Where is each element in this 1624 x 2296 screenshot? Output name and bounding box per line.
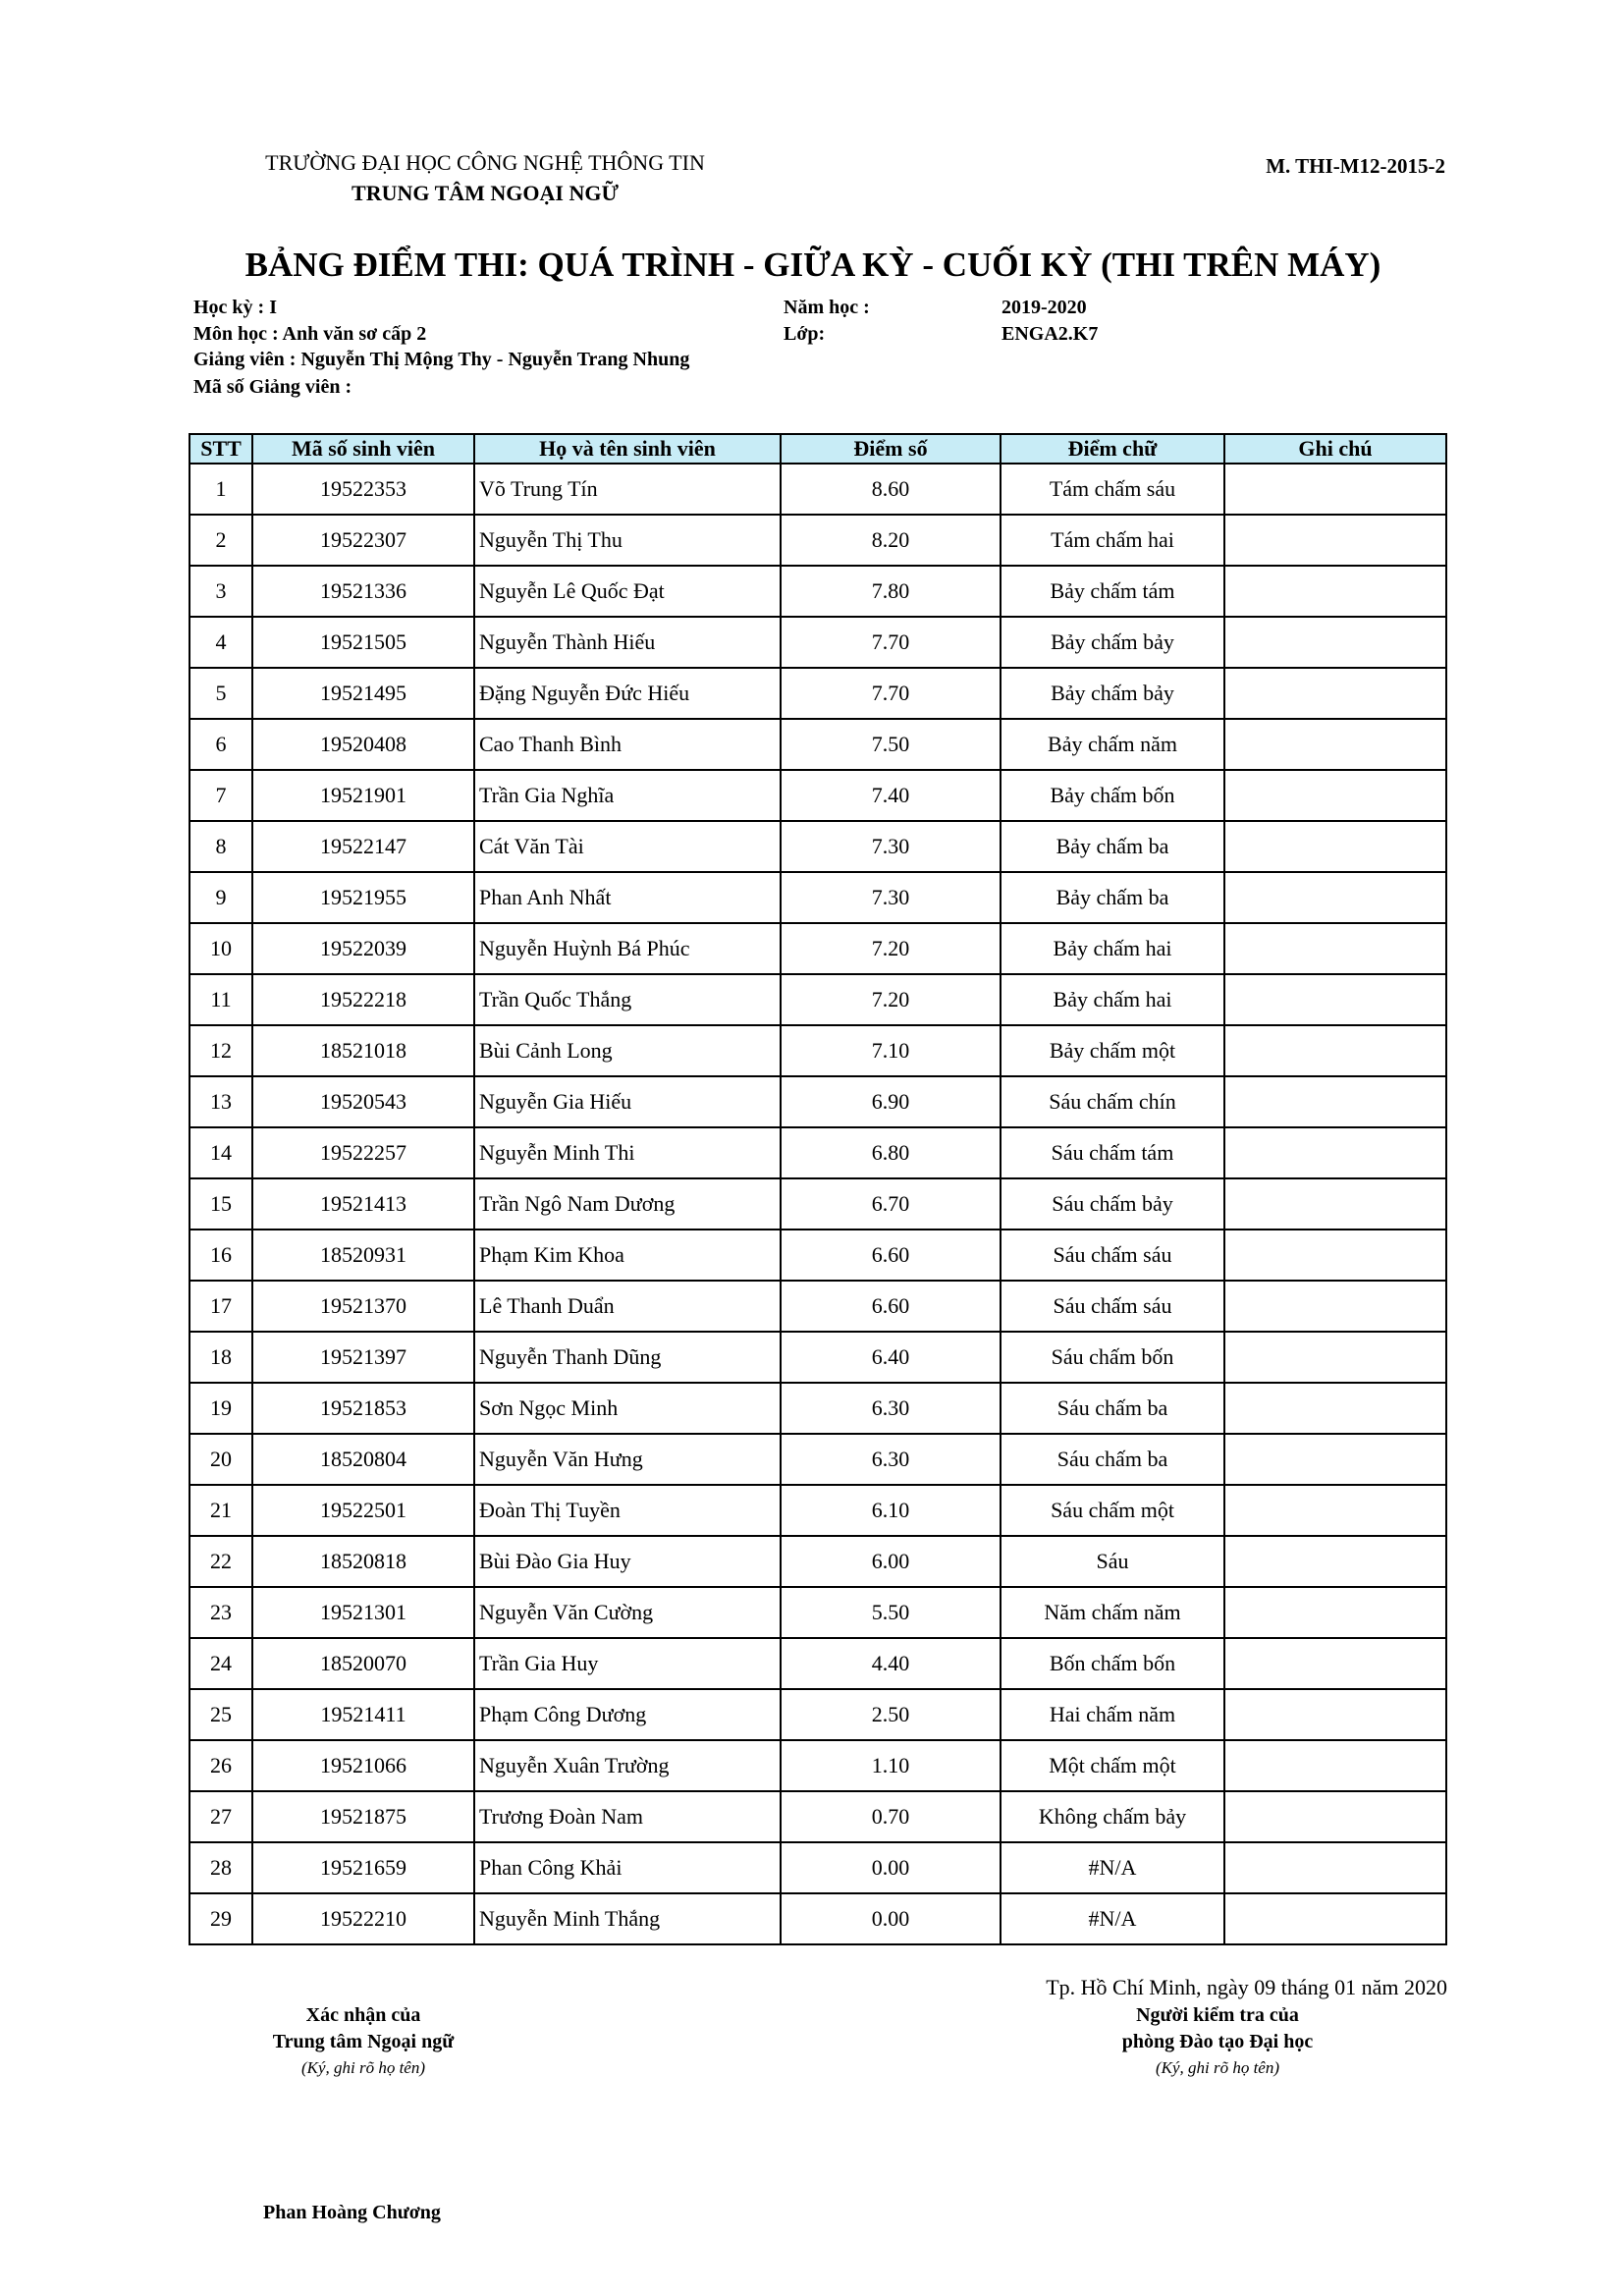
cell-student-id: 19521853: [252, 1383, 474, 1434]
cell-stt: 25: [189, 1689, 252, 1740]
cell-notes: [1224, 821, 1446, 872]
cell-stt: 9: [189, 872, 252, 923]
cell-student-id: 19521411: [252, 1689, 474, 1740]
table-row: [189, 515, 1446, 566]
cell-score-words: Sáu chấm ba: [1001, 1383, 1224, 1434]
cell-notes: [1224, 872, 1446, 923]
cell-student-id: 19522257: [252, 1127, 474, 1178]
cell-score: 6.30: [781, 1434, 1001, 1485]
cell-notes: [1224, 770, 1446, 821]
cell-score: 0.00: [781, 1842, 1001, 1893]
right-signature-title: Người kiểm tra của: [1136, 2004, 1299, 2026]
lecturer-id-label: Mã số Giảng viên :: [193, 376, 352, 398]
cell-stt: 20: [189, 1434, 252, 1485]
cell-stt: 26: [189, 1740, 252, 1791]
cell-score-words: Không chấm bảy: [1001, 1791, 1224, 1842]
cell-student-name: Đặng Nguyễn Đức Hiếu: [474, 668, 781, 719]
table-row: [189, 974, 1446, 1025]
table-row: [189, 1740, 1446, 1791]
cell-notes: [1224, 719, 1446, 770]
cell-score: 4.40: [781, 1638, 1001, 1689]
cell-stt: 22: [189, 1536, 252, 1587]
cell-student-id: 19522307: [252, 515, 474, 566]
cell-student-id: 19521370: [252, 1281, 474, 1332]
cell-student-id: 19520543: [252, 1076, 474, 1127]
cell-student-id: 19521301: [252, 1587, 474, 1638]
cell-score: 0.00: [781, 1893, 1001, 1944]
cell-student-id: 19521066: [252, 1740, 474, 1791]
cell-stt: 14: [189, 1127, 252, 1178]
cell-score: 7.30: [781, 872, 1001, 923]
cell-score-words: Bảy chấm một: [1001, 1025, 1224, 1076]
cell-student-name: Cát Văn Tài: [474, 821, 781, 872]
table-row: [189, 1536, 1446, 1587]
table-row: [189, 1332, 1446, 1383]
left-signer-name: Phan Hoàng Chương: [263, 2202, 441, 2223]
school-year-value: 2019-2020: [1001, 297, 1087, 318]
cell-student-name: Nguyễn Thành Hiếu: [474, 617, 781, 668]
cell-student-name: Trần Gia Nghĩa: [474, 770, 781, 821]
cell-score-words: #N/A: [1001, 1842, 1224, 1893]
cell-score-words: Tám chấm sáu: [1001, 464, 1224, 515]
cell-notes: [1224, 1842, 1446, 1893]
cell-stt: 11: [189, 974, 252, 1025]
cell-score: 7.40: [781, 770, 1001, 821]
cell-student-name: Nguyễn Thị Thu: [474, 515, 781, 566]
table-row: [189, 1178, 1446, 1230]
cell-student-name: Phan Công Khải: [474, 1842, 781, 1893]
cell-score-words: Một chấm một: [1001, 1740, 1224, 1791]
form-code: M. THI-M12-2015-2: [1266, 154, 1445, 178]
left-signature-title: Xác nhận của: [305, 2004, 421, 2026]
cell-score-words: Sáu chấm một: [1001, 1485, 1224, 1536]
cell-student-id: 19521659: [252, 1842, 474, 1893]
cell-student-id: 19521413: [252, 1178, 474, 1230]
cell-student-name: Trần Quốc Thắng: [474, 974, 781, 1025]
cell-student-id: 19520408: [252, 719, 474, 770]
cell-stt: 7: [189, 770, 252, 821]
signing-date: Tp. Hồ Chí Minh, ngày 09 tháng 01 năm 2020: [1046, 1975, 1447, 1999]
cell-score-words: Bảy chấm tám: [1001, 566, 1224, 617]
left-signature-subtitle: Trung tâm Ngoại ngữ: [272, 2031, 455, 2052]
table-row: [189, 617, 1446, 668]
table-row: [189, 821, 1446, 872]
cell-score: 5.50: [781, 1587, 1001, 1638]
cell-score-words: Sáu chấm bảy: [1001, 1178, 1224, 1230]
table-header-row: [189, 434, 1446, 464]
cell-student-name: Võ Trung Tín: [474, 464, 781, 515]
cell-notes: [1224, 1127, 1446, 1178]
cell-score: 7.80: [781, 566, 1001, 617]
cell-stt: 29: [189, 1893, 252, 1944]
header-notes: Ghi chú: [1224, 434, 1446, 464]
table-row: [189, 1638, 1446, 1689]
cell-score-words: Sáu: [1001, 1536, 1224, 1587]
lecturer-label: Giảng viên : Nguyễn Thị Mộng Thy - Nguyễn Trang Nhung: [193, 349, 690, 370]
cell-student-name: Nguyễn Văn Hưng: [474, 1434, 781, 1485]
table-row: [189, 1434, 1446, 1485]
cell-student-id: 18520070: [252, 1638, 474, 1689]
cell-stt: 5: [189, 668, 252, 719]
table-row: [189, 566, 1446, 617]
table-row: [189, 668, 1446, 719]
cell-notes: [1224, 1178, 1446, 1230]
cell-score-words: Sáu chấm ba: [1001, 1434, 1224, 1485]
cell-score: 6.70: [781, 1178, 1001, 1230]
cell-student-id: 19521336: [252, 566, 474, 617]
cell-student-name: Nguyễn Thanh Dũng: [474, 1332, 781, 1383]
cell-score: 6.80: [781, 1127, 1001, 1178]
cell-score: 6.90: [781, 1076, 1001, 1127]
semester-label: Học kỳ : I: [193, 297, 277, 318]
table-row: [189, 1127, 1446, 1178]
cell-score: 6.40: [781, 1332, 1001, 1383]
cell-stt: 21: [189, 1485, 252, 1536]
cell-student-id: 19522501: [252, 1485, 474, 1536]
cell-student-name: Bùi Cảnh Long: [474, 1025, 781, 1076]
cell-score: 6.60: [781, 1281, 1001, 1332]
table-row: [189, 1281, 1446, 1332]
cell-student-id: 19521495: [252, 668, 474, 719]
cell-score: 7.70: [781, 617, 1001, 668]
cell-student-name: Nguyễn Lê Quốc Đạt: [474, 566, 781, 617]
table-row: [189, 1842, 1446, 1893]
grades-table-body: [189, 464, 1446, 1944]
school-year-label: Năm học :: [784, 297, 870, 318]
cell-score: 8.60: [781, 464, 1001, 515]
cell-score: 6.10: [781, 1485, 1001, 1536]
cell-student-name: Nguyễn Gia Hiếu: [474, 1076, 781, 1127]
class-label: Lớp:: [784, 323, 826, 345]
cell-notes: [1224, 515, 1446, 566]
cell-score: 2.50: [781, 1689, 1001, 1740]
cell-student-id: 18520931: [252, 1230, 474, 1281]
table-row: [189, 719, 1446, 770]
cell-score: 7.50: [781, 719, 1001, 770]
cell-notes: [1224, 1536, 1446, 1587]
cell-student-name: Phạm Công Dương: [474, 1689, 781, 1740]
cell-stt: 28: [189, 1842, 252, 1893]
cell-student-name: Nguyễn Văn Cường: [474, 1587, 781, 1638]
cell-notes: [1224, 668, 1446, 719]
cell-student-name: Trần Gia Huy: [474, 1638, 781, 1689]
header-stt: STT: [189, 434, 252, 464]
cell-notes: [1224, 923, 1446, 974]
header-student-name: Họ và tên sinh viên: [474, 434, 781, 464]
cell-student-id: 19521505: [252, 617, 474, 668]
cell-student-id: 19522039: [252, 923, 474, 974]
page-title: BẢNG ĐIỂM THI: QUÁ TRÌNH - GIỮA KỲ - CUỐI KỲ (THI TRÊN MÁY): [244, 246, 1381, 284]
cell-score: 7.20: [781, 923, 1001, 974]
cell-stt: 8: [189, 821, 252, 872]
left-signature-note: (Ký, ghi rõ họ tên): [300, 2058, 426, 2077]
cell-student-id: 19522353: [252, 464, 474, 515]
cell-student-name: Nguyễn Minh Thắng: [474, 1893, 781, 1944]
cell-stt: 12: [189, 1025, 252, 1076]
cell-score-words: Bảy chấm bảy: [1001, 617, 1224, 668]
right-signature-subtitle: phòng Đào tạo Đại học: [1121, 2031, 1314, 2052]
cell-score-words: Bảy chấm bốn: [1001, 770, 1224, 821]
cell-notes: [1224, 1740, 1446, 1791]
cell-score: 8.20: [781, 515, 1001, 566]
cell-student-name: Đoàn Thị Tuyền: [474, 1485, 781, 1536]
cell-score-words: Bảy chấm năm: [1001, 719, 1224, 770]
cell-student-id: 19522210: [252, 1893, 474, 1944]
cell-score-words: Bảy chấm bảy: [1001, 668, 1224, 719]
header-student-id: Mã số sinh viên: [252, 434, 474, 464]
cell-student-id: 18520804: [252, 1434, 474, 1485]
university-name: TRƯỜNG ĐẠI HỌC CÔNG NGHỆ THÔNG TIN: [265, 150, 705, 175]
cell-student-name: Phan Anh Nhất: [474, 872, 781, 923]
cell-notes: [1224, 1791, 1446, 1842]
cell-score: 0.70: [781, 1791, 1001, 1842]
cell-score-words: Sáu chấm chín: [1001, 1076, 1224, 1127]
cell-student-id: 19521875: [252, 1791, 474, 1842]
cell-score-words: Năm chấm năm: [1001, 1587, 1224, 1638]
cell-stt: 1: [189, 464, 252, 515]
table-row: [189, 1025, 1446, 1076]
right-signature-note: (Ký, ghi rõ họ tên): [1155, 2058, 1280, 2077]
cell-score-words: Sáu chấm sáu: [1001, 1230, 1224, 1281]
cell-notes: [1224, 1025, 1446, 1076]
table-row: [189, 1893, 1446, 1944]
cell-student-id: 19521901: [252, 770, 474, 821]
cell-stt: 23: [189, 1587, 252, 1638]
cell-stt: 10: [189, 923, 252, 974]
cell-score-words: Sáu chấm tám: [1001, 1127, 1224, 1178]
cell-stt: 24: [189, 1638, 252, 1689]
cell-score: 7.20: [781, 974, 1001, 1025]
table-row: [189, 1485, 1446, 1536]
cell-score: 7.30: [781, 821, 1001, 872]
cell-score-words: Bảy chấm hai: [1001, 974, 1224, 1025]
table-row: [189, 1230, 1446, 1281]
table-row: [189, 770, 1446, 821]
cell-notes: [1224, 1076, 1446, 1127]
cell-notes: [1224, 1281, 1446, 1332]
header-score: Điểm số: [781, 434, 1001, 464]
cell-score-words: Bảy chấm ba: [1001, 872, 1224, 923]
cell-score-words: Bảy chấm hai: [1001, 923, 1224, 974]
cell-score: 1.10: [781, 1740, 1001, 1791]
header-score-words: Điểm chữ: [1001, 434, 1224, 464]
cell-student-name: Phạm Kim Khoa: [474, 1230, 781, 1281]
cell-score: 7.10: [781, 1025, 1001, 1076]
cell-student-name: Trần Ngô Nam Dương: [474, 1178, 781, 1230]
table-row: [189, 872, 1446, 923]
cell-notes: [1224, 1485, 1446, 1536]
cell-student-name: Bùi Đào Gia Huy: [474, 1536, 781, 1587]
cell-student-id: 19522218: [252, 974, 474, 1025]
cell-score: 7.70: [781, 668, 1001, 719]
cell-stt: 17: [189, 1281, 252, 1332]
cell-student-id: 18521018: [252, 1025, 474, 1076]
cell-student-id: 19521397: [252, 1332, 474, 1383]
cell-stt: 3: [189, 566, 252, 617]
cell-notes: [1224, 1383, 1446, 1434]
cell-student-name: Nguyễn Huỳnh Bá Phúc: [474, 923, 781, 974]
grades-table: [189, 433, 1447, 1945]
course-label: Môn học : Anh văn sơ cấp 2: [193, 323, 427, 345]
cell-notes: [1224, 974, 1446, 1025]
cell-score: 6.30: [781, 1383, 1001, 1434]
cell-student-name: Nguyễn Minh Thi: [474, 1127, 781, 1178]
cell-notes: [1224, 1587, 1446, 1638]
cell-student-name: Sơn Ngọc Minh: [474, 1383, 781, 1434]
cell-score-words: Tám chấm hai: [1001, 515, 1224, 566]
cell-student-id: 19521955: [252, 872, 474, 923]
cell-notes: [1224, 464, 1446, 515]
cell-student-name: Nguyễn Xuân Trường: [474, 1740, 781, 1791]
cell-stt: 16: [189, 1230, 252, 1281]
cell-stt: 18: [189, 1332, 252, 1383]
cell-notes: [1224, 566, 1446, 617]
cell-score: 6.60: [781, 1230, 1001, 1281]
cell-score-words: Hai chấm năm: [1001, 1689, 1224, 1740]
cell-notes: [1224, 1689, 1446, 1740]
cell-notes: [1224, 1893, 1446, 1944]
cell-notes: [1224, 617, 1446, 668]
cell-stt: 6: [189, 719, 252, 770]
cell-notes: [1224, 1230, 1446, 1281]
cell-score: 6.00: [781, 1536, 1001, 1587]
table-row: [189, 1076, 1446, 1127]
cell-notes: [1224, 1332, 1446, 1383]
cell-score-words: Bốn chấm bốn: [1001, 1638, 1224, 1689]
cell-student-id: 18520818: [252, 1536, 474, 1587]
cell-student-name: Cao Thanh Bình: [474, 719, 781, 770]
table-row: [189, 1383, 1446, 1434]
cell-notes: [1224, 1434, 1446, 1485]
cell-score-words: #N/A: [1001, 1893, 1224, 1944]
cell-stt: 2: [189, 515, 252, 566]
cell-score-words: Bảy chấm ba: [1001, 821, 1224, 872]
table-row: [189, 1689, 1446, 1740]
cell-stt: 4: [189, 617, 252, 668]
cell-notes: [1224, 1638, 1446, 1689]
cell-student-id: 19522147: [252, 821, 474, 872]
table-row: [189, 1587, 1446, 1638]
cell-stt: 27: [189, 1791, 252, 1842]
table-row: [189, 1791, 1446, 1842]
cell-student-name: Lê Thanh Duẩn: [474, 1281, 781, 1332]
table-row: [189, 923, 1446, 974]
cell-stt: 19: [189, 1383, 252, 1434]
center-name: TRUNG TÂM NGOẠI NGỮ: [352, 181, 619, 205]
cell-stt: 13: [189, 1076, 252, 1127]
cell-score-words: Sáu chấm sáu: [1001, 1281, 1224, 1332]
cell-stt: 15: [189, 1178, 252, 1230]
table-row: [189, 464, 1446, 515]
cell-student-name: Trương Đoàn Nam: [474, 1791, 781, 1842]
cell-score-words: Sáu chấm bốn: [1001, 1332, 1224, 1383]
class-value: ENGA2.K7: [1001, 323, 1099, 345]
